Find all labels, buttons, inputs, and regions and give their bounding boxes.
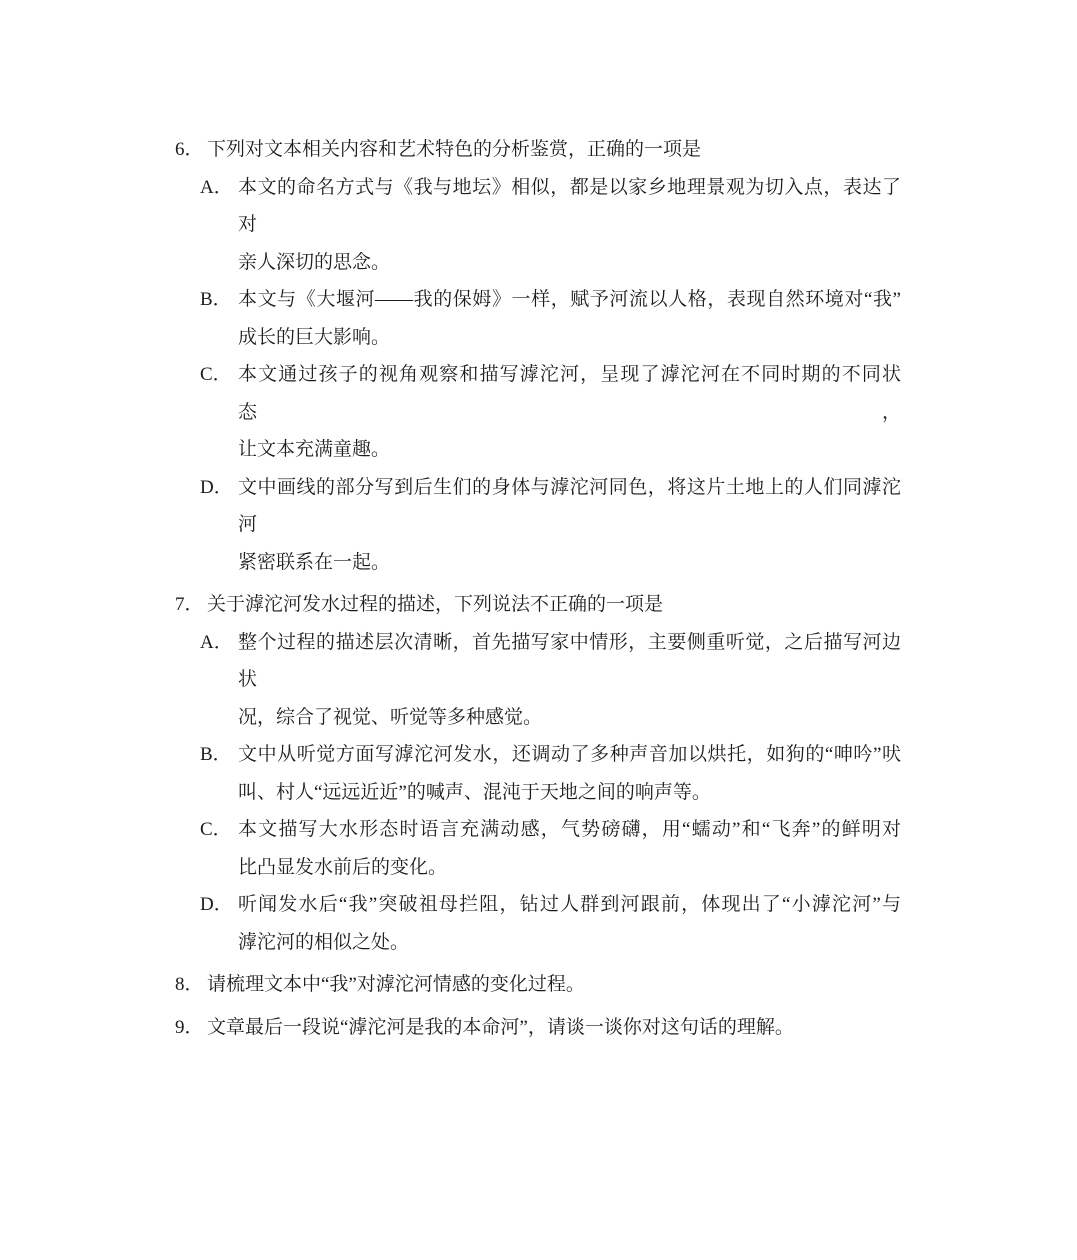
option-b — [200, 736, 902, 811]
option-label: A． — [200, 631, 233, 653]
option-label: A． — [200, 176, 233, 198]
option-text — [238, 281, 901, 356]
option-line: 亲人深切的思念。 — [238, 251, 391, 273]
question-7-stem-row — [175, 586, 902, 624]
question-7-options — [200, 624, 902, 962]
question-8 — [175, 966, 902, 1004]
question-9-stem-row — [175, 1009, 902, 1047]
option-line: 况，综合了视觉、听觉等多种感觉。 — [238, 706, 543, 728]
question-7 — [175, 586, 902, 961]
option-c — [200, 811, 902, 886]
option-label: B． — [200, 744, 232, 765]
option-a — [200, 624, 902, 737]
question-stem: 下列对文本相关内容和艺术特色的分析鉴赏，正确的一项是 — [207, 139, 702, 160]
option-text — [238, 624, 901, 737]
option-line: 本文描写大水形态时语言充满动感，气势磅礴，用“蠕动”和“飞奔”的鲜明对 — [238, 819, 901, 840]
option-text — [238, 736, 901, 811]
option-line: 本文的命名方式与《我与地坛》相似，都是以家乡地理景观为切入点，表达了对 — [238, 176, 901, 235]
option-label: B． — [200, 289, 232, 310]
option-b — [200, 281, 902, 356]
question-8-stem-row — [175, 966, 902, 1004]
option-text — [238, 811, 901, 886]
question-6 — [175, 131, 902, 581]
option-text — [238, 356, 901, 469]
question-stem: 请梳理文本中“我”对滹沱河情感的变化过程。 — [207, 974, 585, 995]
option-line: 比凸显发水前后的变化。 — [238, 856, 448, 878]
option-label: D． — [200, 476, 233, 498]
option-line: 本文通过孩子的视角观察和描写滹沱河，呈现了滹沱河在不同时期的不同状态， — [238, 364, 901, 423]
option-d — [200, 886, 902, 961]
option-line: 整个过程的描述层次清晰，首先描写家中情形，主要侧重听觉，之后描写河边状 — [238, 631, 901, 690]
option-label: C． — [200, 364, 232, 385]
option-line: 让文本充满童趣。 — [238, 439, 391, 460]
option-line: 成长的巨大影响。 — [238, 326, 391, 348]
question-6-stem-row — [175, 131, 902, 169]
question-6-options — [200, 169, 902, 582]
option-d — [200, 469, 902, 582]
option-line: 文中从听觉方面写滹沱河发水，还调动了多种声音加以烘托，如狗的“呻吟”吠 — [238, 744, 901, 765]
option-label: C． — [200, 819, 232, 840]
option-text — [238, 886, 901, 961]
question-block — [175, 131, 902, 1046]
option-text — [238, 169, 901, 282]
option-c — [200, 356, 902, 469]
option-line: 文中画线的部分写到后生们的身体与滹沱河同色，将这片土地上的人们同滹沱河 — [238, 476, 901, 535]
question-number: 6． — [175, 139, 204, 160]
question-stem: 文章最后一段说“滹沱河是我的本命河”，请谈一谈你对这句话的理解。 — [207, 1016, 794, 1038]
option-line: 听闻发水后“我”突破祖母拦阻，钻过人群到河跟前，体现出了“小滹沱河”与 — [238, 894, 901, 915]
option-line: 本文与《大堰河——我的保姆》一样，赋予河流以人格，表现自然环境对“我” — [238, 289, 901, 310]
option-line: 滹沱河的相似之处。 — [238, 931, 410, 953]
option-label: D． — [200, 894, 233, 915]
option-line: 紧密联系在一起。 — [238, 551, 391, 573]
option-a — [200, 169, 902, 282]
question-number: 7． — [175, 594, 204, 615]
question-stem: 关于滹沱河发水过程的描述，下列说法不正确的一项是 — [207, 594, 664, 615]
option-text — [238, 469, 901, 582]
option-line: 叫、村人“远远近近”的喊声、混沌于天地之间的响声等。 — [238, 781, 711, 803]
question-number: 8． — [175, 974, 204, 995]
question-9 — [175, 1009, 902, 1047]
question-number: 9． — [175, 1016, 204, 1038]
